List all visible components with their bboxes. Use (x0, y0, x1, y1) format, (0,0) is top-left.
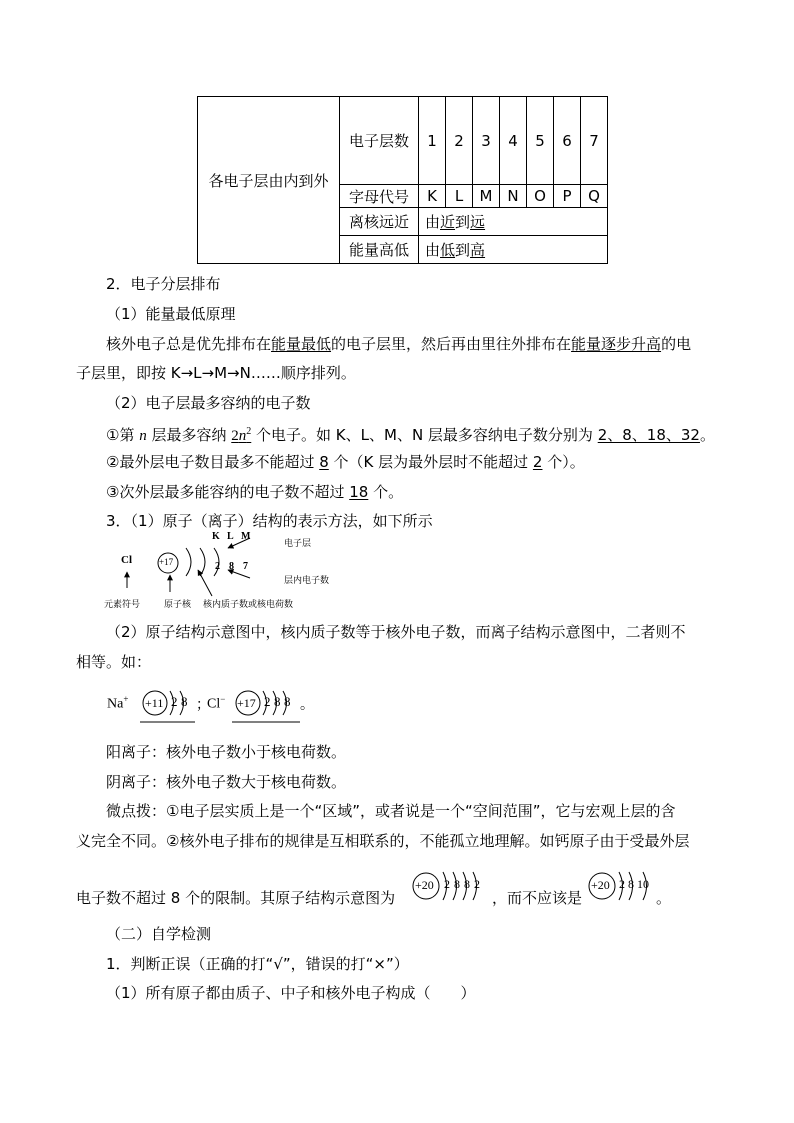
na-nucleus: +11 (145, 696, 164, 710)
ca-electrons: 2 (444, 877, 450, 891)
capacity-rule-1: ①第 n 层最多容纳 $2n^2$ 个电子。如 K、L、M、N 层最多容纳电子数分别为 2、8、18、32。 (106, 426, 715, 444)
tip-line-3-mid: ，而不应该是 (492, 889, 583, 907)
table-cell: K (419, 185, 446, 208)
label-nucleus: 原子核 (164, 600, 192, 610)
self-check-heading: （二）自学检测 (106, 925, 212, 943)
table-cell: L (446, 185, 473, 208)
shell-letter: K (212, 531, 220, 542)
capacity-rule-3: ③次外层最多能容纳的电子数不超过 18 个。 (106, 483, 404, 501)
ion-paragraph-line-2: 相等。如： (76, 653, 152, 671)
shell-electrons: 2 (215, 561, 220, 572)
section-2-heading: 2．电子分层排布 (106, 275, 221, 293)
section-3-heading: 3．（1）原子（离子）结构的表示方法，如下所示 (106, 512, 433, 530)
ca-nucleus: +20 (415, 878, 434, 892)
row-label-distance: 离核远近 (340, 208, 419, 236)
tip-line-3: 电子数不超过 8 个的限制。其原子结构示意图为 (76, 889, 396, 907)
arrow-charge (198, 570, 212, 596)
shell-arc (200, 548, 205, 576)
shell-letter: M (241, 531, 251, 542)
label-element-symbol: 元素符号 (104, 600, 141, 610)
diagram-nucleus: +17 (159, 557, 174, 567)
shell-electrons: 7 (243, 561, 248, 572)
calcium-wrong-diagram (588, 864, 658, 908)
ca-electrons: 2 (474, 877, 480, 891)
table-cell: 4 (500, 97, 527, 185)
energy-value: 由低到高 (419, 236, 608, 264)
tip-line-3-end: 。 (656, 889, 672, 907)
table-cell: M (473, 185, 500, 208)
ca-electrons: 8 (454, 877, 460, 891)
calcium-correct-diagram (412, 864, 492, 908)
cl-electrons: 2 (264, 694, 271, 709)
principle-line-1: 核外电子总是优先排布在能量最低的电子层里，然后再由里往外排布在能量逐步升高的电 (106, 335, 692, 353)
table-cell: Q (581, 185, 608, 208)
na-electrons: 8 (181, 694, 188, 709)
ca-electrons: 8 (464, 877, 470, 891)
row-label-energy: 能量高低 (340, 236, 419, 264)
ion-end: 。 (300, 697, 314, 713)
cl-nucleus: +17 (237, 696, 256, 710)
separator: ； (196, 697, 210, 713)
ion-paragraph-line-1: （2）原子结构示意图中，核内质子数等于核外电子数，而离子结构示意图中，二者则不 (106, 623, 686, 641)
ion-diagrams (100, 682, 320, 726)
cl-electrons: 8 (274, 694, 281, 709)
cl-electrons: 8 (284, 694, 291, 709)
table-cell: O (527, 185, 554, 208)
row-label-letter-code: 字母代号 (340, 185, 419, 208)
table-cell: N (500, 185, 527, 208)
shell-electrons: 8 (229, 561, 234, 572)
table-cell: 7 (581, 97, 608, 185)
principle-heading: （1）能量最低原理 (106, 305, 236, 323)
anion-rule: 阴离子：核外电子数大于核电荷数。 (106, 773, 347, 791)
ca-electrons: 8 (628, 877, 634, 891)
tip-line-2: 义完全不同。②核外电子排布的规律是互相联系的，不能孤立地理解。如钙原子由于受最外层 (76, 832, 690, 850)
shell-arc (186, 548, 191, 576)
distance-value: 由近到远 (419, 208, 608, 236)
table-cell: 3 (473, 97, 500, 185)
cl-symbol: Cl− (207, 694, 226, 712)
capacity-rule-2: ②最外层电子数目最多不能超过 8 个（K 层为最外层时不能超过 2 个）。 (106, 453, 585, 471)
electron-shell-table (197, 96, 608, 264)
na-electrons: 2 (171, 694, 178, 709)
label-layer-electrons: 层内电子数 (284, 576, 330, 586)
principle-line-2: 子层里，即按 K→L→M→N……顺序排列。 (76, 364, 356, 382)
table-cell: 6 (554, 97, 581, 185)
cation-rule: 阳离子：核外电子数小于核电荷数。 (106, 743, 347, 761)
table-cell: P (554, 185, 581, 208)
shell-letter: L (227, 531, 234, 542)
ca-nucleus: +20 (591, 878, 610, 892)
na-symbol: Na+ (107, 694, 129, 712)
tip-line-1: 微点拨：①电子层实质上是一个“区域”，或者说是一个“空间范围”，它与宏观上层的含 (106, 802, 676, 820)
row-header: 各电子层由内到外 (198, 97, 340, 264)
question-1: 1．判断正误（正确的打“√”，错误的打“×”） (106, 955, 409, 973)
row-label-shell-number: 电子层数 (340, 97, 419, 185)
label-nuclear-charge: 核内质子数或核电荷数 (203, 600, 294, 610)
ca-electrons: 2 (619, 877, 625, 891)
question-1-1: （1）所有原子都由质子、中子和核外电子构成（ ） (106, 984, 476, 1002)
table-cell: 1 (419, 97, 446, 185)
label-shell: 电子层 (284, 539, 312, 549)
diagram-element: Cl (121, 554, 132, 566)
ca-electrons: 10 (637, 877, 649, 891)
structure-diagram (100, 528, 380, 618)
table-cell: 2 (446, 97, 473, 185)
capacity-heading: （2）电子层最多容纳的电子数 (106, 394, 311, 412)
table-cell: 5 (527, 97, 554, 185)
